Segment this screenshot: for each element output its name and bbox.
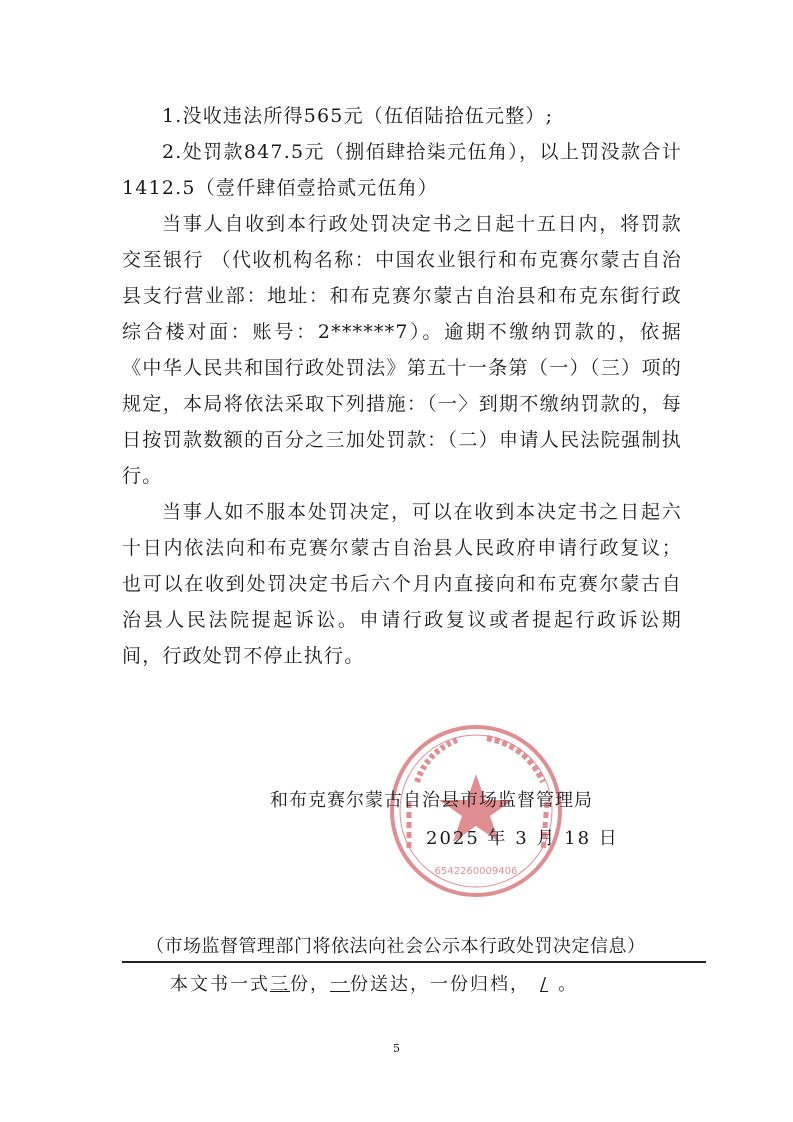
divider-line — [122, 961, 706, 963]
issuing-authority: 和布克赛尔蒙古自治县市场监督管理局 — [270, 790, 593, 811]
appeal-rights: 当事人如不服本处罚决定，可以在收到本决定书之日起六十日内依法向和布克赛尔蒙古自治县人民政府申请行政复议；也可以在收到处罚决定书后六个月内直接向和布克赛尔蒙古自治县人民法院提起诉讼。申请行政复议或者提起行政诉讼期间，行政处罚不停止执行。 — [122, 501, 682, 667]
copies-served: 一 — [330, 974, 350, 995]
issue-date: 2025 年 3 月 18 日 — [426, 828, 619, 849]
page-number: 5 — [393, 1042, 400, 1055]
public-notice: （市场监督管理部门将依法向社会公示本行政处罚决定信息） — [146, 936, 646, 957]
copies-total: 三 — [270, 974, 290, 995]
copies-mid2: 份送达，一份归档， — [350, 974, 530, 995]
copies-mid1: 份， — [290, 974, 330, 995]
payment-instructions: 当事人自收到本行政处罚决定书之日起十五日内，将罚款交至银行 （代收机构名称：中国农业银行和布克赛尔蒙古自治县支行营业部：地址：和布克赛尔蒙古自治县和布克东街行政综合楼对面：账号：2******7）。逾期不缴纳罚款的，依据《中华人民共和国行政处罚法》第五十一条第（一）（三）项的规定，本局将依法采取下列措施：（一〉到期不缴纳罚款的，每日按罚款数额的百分之三加处罚款：（二）申请人民法院强制执行。 — [122, 213, 682, 487]
copies-end: 。 — [558, 974, 579, 995]
decision-body — [122, 98, 682, 674]
copies-statement — [170, 970, 670, 996]
fine-item: 2.处罚款847.5元（捌佰肆拾柒元伍角），以上罚没款合计1412.5（壹仟肆佰壹拾贰元伍角） — [122, 141, 682, 199]
confiscation-item: 1.没收违法所得565元（伍佰陆拾伍元整）; — [162, 105, 554, 127]
copies-blank: / — [540, 974, 549, 995]
copies-prefix: 本文书一式 — [170, 974, 270, 995]
seal-number: 6542260009406 — [434, 866, 518, 877]
